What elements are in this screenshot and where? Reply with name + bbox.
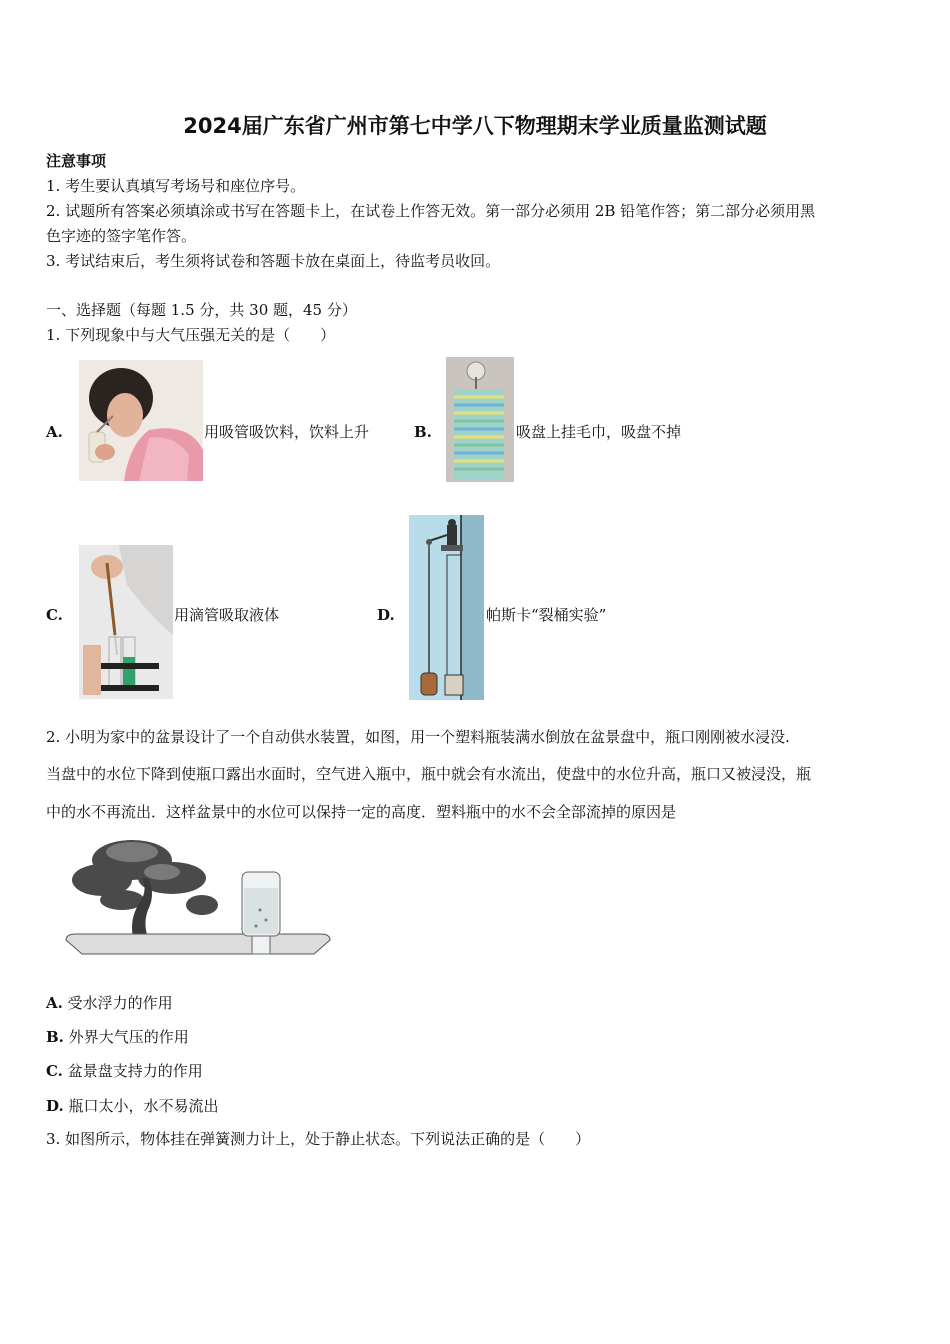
q2-option-d: [46, 1096, 219, 1116]
option-c-letter: C.: [46, 606, 63, 624]
dropper-photo: [79, 545, 173, 699]
suction-cup-towel-photo: [446, 357, 514, 482]
option-d-text: 帕斯卡“裂桶实验”: [486, 606, 607, 624]
question-2-line-2: 当盘中的水位下降到使瓶口露出水面时，空气进入瓶中，瓶中就会有水流出，使盘中的水位升高，瓶口又被浸没，瓶: [46, 765, 812, 783]
option-a-letter: A.: [46, 423, 63, 441]
notice-item-1: 1. 考生要认真填写考场号和座位序号。: [46, 177, 306, 195]
option-a-text: 用吸管吸饮料，饮料上升: [204, 423, 370, 441]
q2-option-c-text: 盆景盘支持力的作用: [67, 1062, 203, 1080]
notice-item-2: 2. 试题所有答案必须填涂或书写在答题卡上，在试卷上作答无效。第一部分必须用 2B 铅笔作答；第二部分必须用黑: [46, 202, 816, 220]
q2-option-a-text: 受水浮力的作用: [67, 994, 173, 1012]
option-b-letter: B.: [414, 423, 432, 441]
q2-option-d-text: 瓶口太小，水不易流出: [68, 1097, 219, 1115]
drinking-straw-photo: [79, 360, 203, 481]
q2-option-b-text: 外界大气压的作用: [68, 1028, 189, 1046]
q2-option-a-letter: A.: [46, 994, 63, 1012]
notice-heading: 注意事项: [46, 152, 107, 170]
q2-option-a: [46, 993, 173, 1013]
question-2-line-3: 中的水不再流出．这样盆景中的水位可以保持一定的高度．塑料瓶中的水不会全部流掉的原因是: [46, 803, 677, 821]
pascal-barrel-illustration: [409, 515, 484, 700]
option-d-letter: D.: [377, 606, 395, 624]
question-3-stem: 3. 如图所示，物体挂在弹簧测力计上，处于静止状态。下列说法正确的是（ ）: [46, 1130, 591, 1148]
question-1-stem: 1. 下列现象中与大气压强无关的是（ ）: [46, 326, 336, 344]
notice-item-2-cont: 色字迹的签字笔作答。: [46, 227, 197, 245]
notice-item-3: 3. 考试结束后，考生须将试卷和答题卡放在桌面上，待监考员收回。: [46, 252, 501, 270]
q2-option-c-letter: C.: [46, 1062, 63, 1080]
q2-option-b: [46, 1027, 189, 1047]
page-title: 2024届广东省广州市第七中学八下物理期末学业质量监测试题: [183, 114, 767, 138]
q2-option-c: [46, 1061, 203, 1081]
option-c-text: 用滴管吸取液体: [174, 606, 280, 624]
section-heading: 一、选择题（每题 1.5 分，共 30 题，45 分）: [46, 301, 357, 319]
question-2-line-1: 2. 小明为家中的盆景设计了一个自动供水装置，如图，用一个塑料瓶装满水倒放在盆景盘中，瓶口刚刚被水浸没.: [46, 728, 790, 746]
q2-option-d-letter: D.: [46, 1097, 64, 1115]
option-b-text: 吸盘上挂毛巾，吸盘不掉: [516, 423, 682, 441]
bonsai-water-bottle-diagram: [62, 830, 334, 972]
q2-option-b-letter: B.: [46, 1028, 64, 1046]
